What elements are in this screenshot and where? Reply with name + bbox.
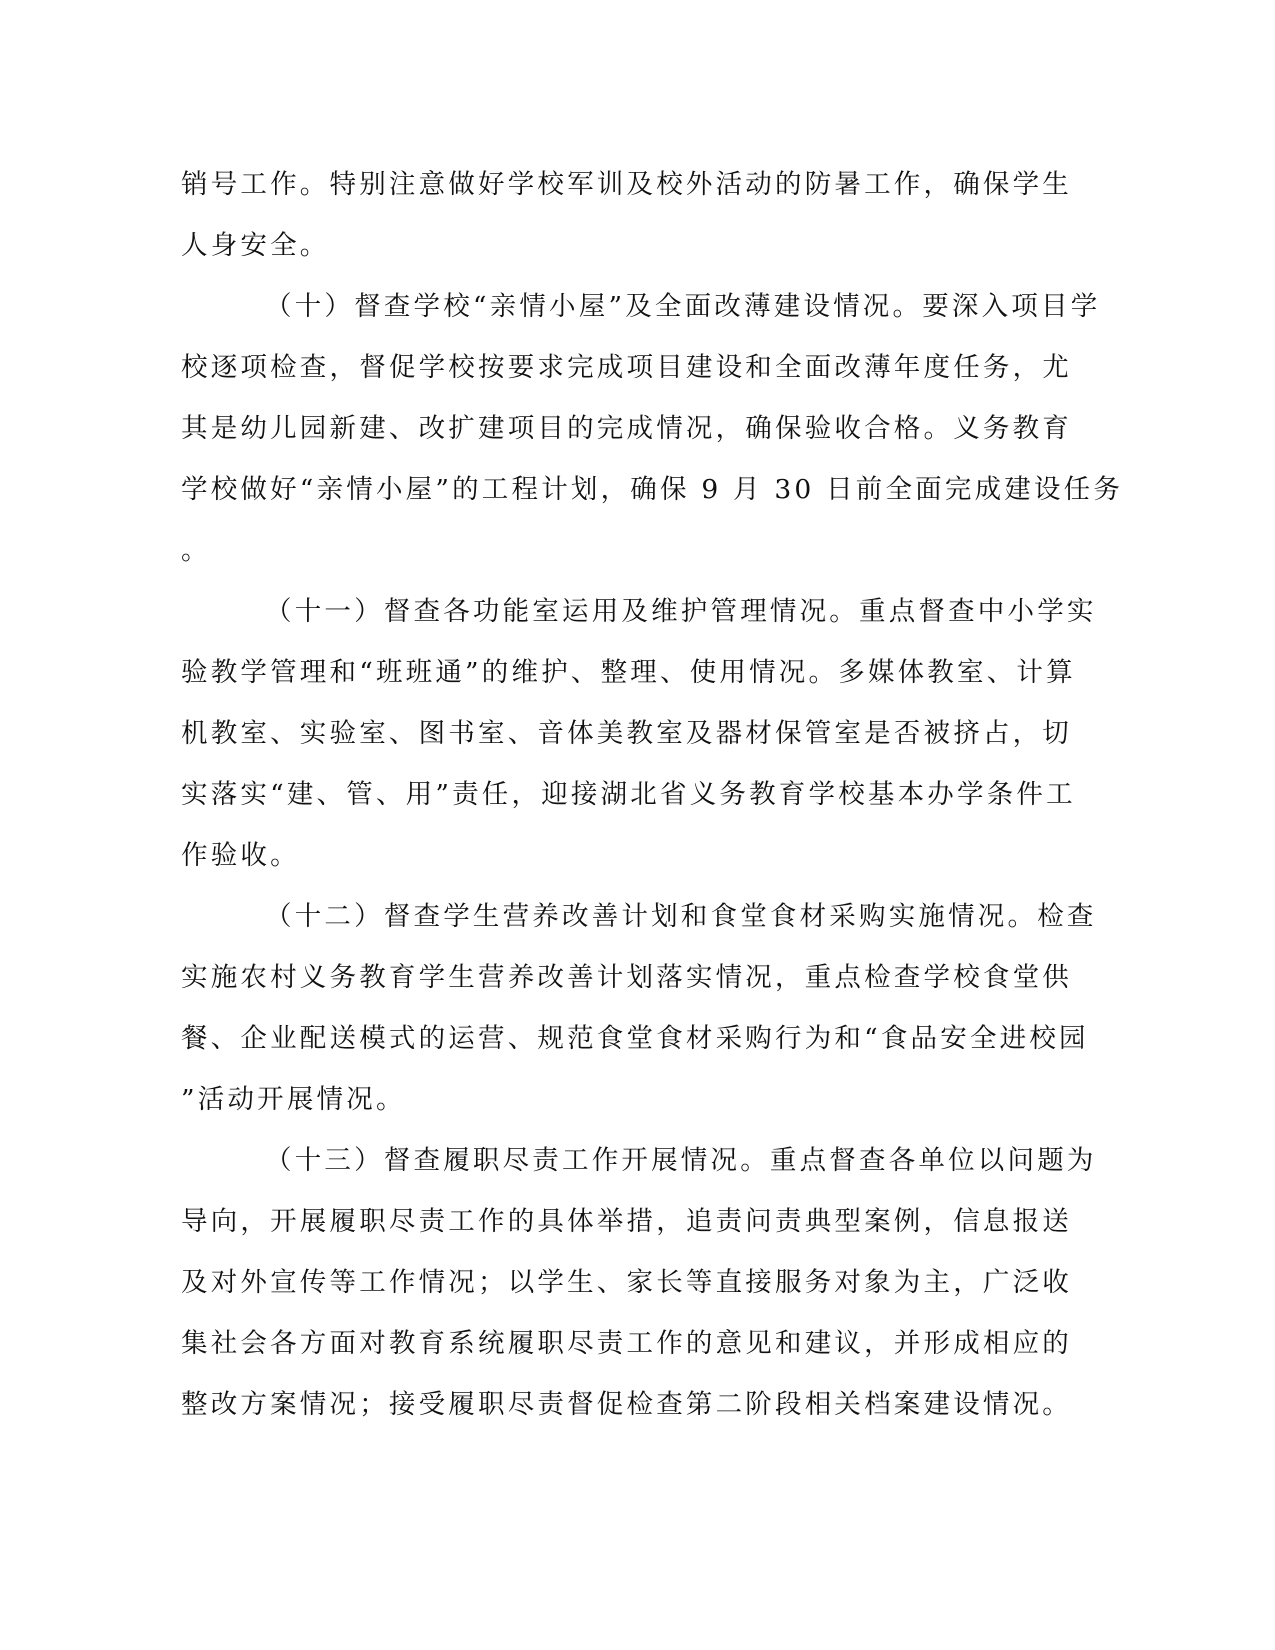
section-10-heading-line: （十）督查学校“亲情小屋”及全面改薄建设情况。要深入项目学 <box>265 291 1101 322</box>
text-line: 人身安全。 <box>181 230 330 261</box>
text-line: 机教室、实验室、图书室、音体美教室及器材保管室是否被挤占，切 <box>181 718 1072 749</box>
text-line: 校逐项检查，督促学校按要求完成项目建设和全面改薄年度任务，尤 <box>181 352 1072 383</box>
text-line: 验教学管理和“班班通”的维护、整理、使用情况。多媒体教室、计算 <box>181 657 1076 688</box>
section-11-heading-line: （十一）督查各功能室运用及维护管理情况。重点督查中小学实 <box>265 596 1097 627</box>
text-line: 。 <box>181 535 211 566</box>
section-12-heading-line: （十二）督查学生营养改善计划和食堂食材采购实施情况。检查 <box>265 901 1097 932</box>
text-line: 实落实“建、管、用”责任，迎接湖北省义务教育学校基本办学条件工 <box>181 779 1076 810</box>
text-line: ”活动开展情况。 <box>181 1084 406 1115</box>
text-line: 作验收。 <box>181 840 300 871</box>
text-line: 销号工作。特别注意做好学校军训及校外活动的防暑工作，确保学生 <box>181 169 1072 200</box>
text-line: 餐、企业配送模式的运营、规范食堂食材采购行为和“食品安全进校园 <box>181 1023 1089 1054</box>
text-line: 整改方案情况；接受履职尽责督促检查第二阶段相关档案建设情况。 <box>181 1389 1072 1420</box>
text-line: 集社会各方面对教育系统履职尽责工作的意见和建议，并形成相应的 <box>181 1328 1072 1359</box>
section-13-heading-line: （十三）督查履职尽责工作开展情况。重点督查各单位以问题为 <box>265 1145 1097 1176</box>
text-line: 导向，开展履职尽责工作的具体举措，追责问责典型案例，信息报送 <box>181 1206 1072 1237</box>
text-line: 其是幼儿园新建、改扩建项目的完成情况，确保验收合格。义务教育 <box>181 413 1072 444</box>
text-line: 实施农村义务教育学生营养改善计划落实情况，重点检查学校食堂供 <box>181 962 1072 993</box>
text-line: 及对外宣传等工作情况；以学生、家长等直接服务对象为主，广泛收 <box>181 1267 1072 1298</box>
document-body <box>181 154 1124 1435</box>
text-line: 学校做好“亲情小屋”的工程计划，确保 9 月 30 日前全面完成建设任务 <box>181 474 1124 505</box>
